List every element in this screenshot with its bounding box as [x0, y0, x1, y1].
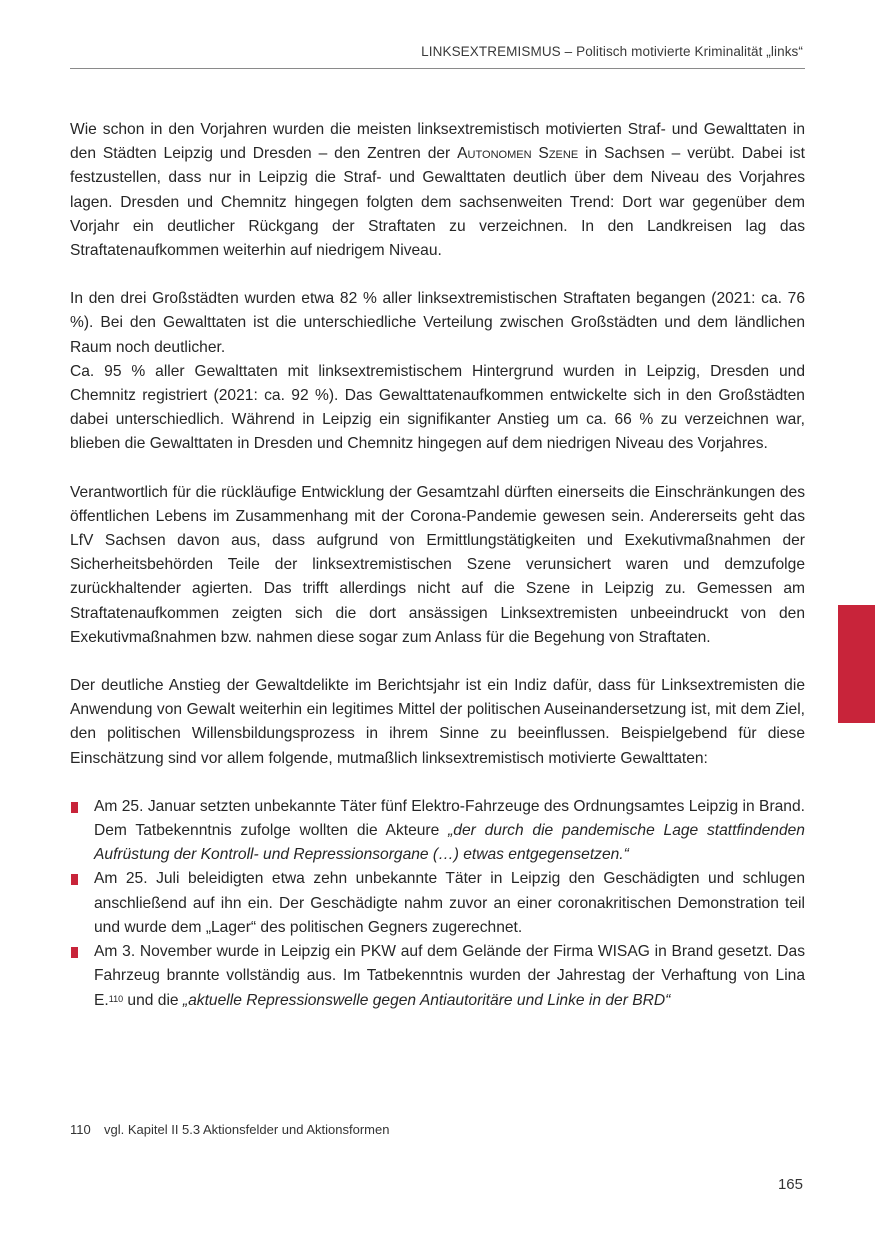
chapter-marker-tab [838, 605, 875, 723]
footnote [70, 1122, 389, 1137]
paragraph-4: Verantwortlich für die rückläufige Entwicklung der Gesamtzahl dürften einerseits die Einschränkungen des öffentlichen Lebens im Zusammenhang mit der Corona-Pandemie gewesen sein. Andererseits geht das LfV Sachsen davon aus, dass aufgrund von Ermittlungstätigkeiten und Exekutivmaßnahmen der Sicherheitsbehörden Teile der linksextremistischen Szene verunsichert waren und demzufolge zurückhaltender agierten. Das trifft allerdings nicht auf die Szene in Leipzig zu. Gemessen am Straftatenaufkommen zeigten sich die dort ansässigen Linksextremisten unbeeindruckt von den Exekutivmaßnahmen bzw. nahmen diese sogar zum Anlass für die Begehung von Straftaten. [70, 483, 805, 646]
quote: „der durch die pandemische Lage stattfindenden Aufrüstung der Kontroll- und Repressionsorgane (…) etwas entgegensetzen.“ [94, 822, 805, 864]
bullet-square-icon [71, 802, 78, 813]
paragraph-3: Ca. 95 % aller Gewalttaten mit linksextremistischem Hintergrund wurden in Leipzig, Dresden und Chemnitz registriert (2021: ca. 92 %). Das Gewalttatenaufkommen entwickelte sich in den Großstädten dabei unterschiedlich. Während in Leipzig ein signifikanter Anstieg um ca. 66 % zu verzeichnen war, blieben die Gewalttaten in Dresden und Chemnitz hingegen auf dem niedrigen Niveau des Vorjahres. [70, 362, 805, 453]
paragraph-5: Der deutliche Anstieg der Gewaltdelikte im Berichtsjahr ist ein Indiz dafür, dass für Linksextremisten die Anwendung von Gewalt weiterhin ein legitimes Mittel der politischen Auseinandersetzung ist, mit dem Ziel, den politischen Willensbildungsprozess in ihrem Sinne zu beeinflussen. Beispielgebend für diese Einschätzung sind vor allem folgende, mutmaßlich linksextremistisch motivierte Gewalttaten: [70, 677, 805, 767]
paragraph-1: Wie schon in den Vorjahren wurden die meisten linksextremistisch motivierten Straf- und Gewalttaten in den Städten Leipzig und Dresden – den Zentren der Autonomen Szene in Sachsen – verübt. Dabei ist festzustellen, dass nur in Leipzig die Straf- und Gewalttaten deutlich über dem Niveau des Vorjahres lagen. Dresden und Chemnitz hingegen folgten dem sachsenweiten Trend: Dort war gegenüber dem Vorjahr ein deutlicher Rückgang der Straftaten zu verzeichnen. In den Landkreisen lag das Straftatenaufkommen weiterhin auf niedrigem Niveau. [70, 121, 806, 260]
quote: „aktuelle Repressionswelle gegen Antiautoritäre und Linke in der BRD“ [182, 991, 671, 1009]
list-item: Am 25. Juli beleidigten etwa zehn unbekannte Täter in Leipzig den Geschädigten und schlugen anschließend auf ihn ein. Der Geschädigte nahm zuvor an einer coronakritischen Demonstration teil und wurde dem „Lager“ des politischen Gegners zugerechnet. [70, 867, 805, 940]
list-item: Am 3. November wurde in Leipzig ein PKW auf dem Gelände der Firma WISAG in Brand gesetzt. Das Fahrzeug brannte vollständig aus. Im Tatbekenntnis wurden der Jahrestag der Verhaftung von Lina E.$^{110}$ und die „aktuelle Repressionswelle gegen Antiautoritäre und Linke in der BRD“ [70, 940, 805, 1013]
footnote-number: 110 [70, 1122, 91, 1137]
bullet-square-icon [71, 874, 78, 885]
list-item: Am 25. Januar setzten unbekannte Täter fünf Elektro-Fahrzeuge des Ordnungsamtes Leipzig in Brand. Dem Tatbekenntnis zufolge wollten die Akteure „der durch die pandemische Lage stattfindenden Aufrüstung der Kontroll- und Repressionsorgane (…) etwas entgegensetzen.“ [70, 795, 805, 868]
page-number: 165 [777, 1176, 803, 1193]
footnote-reference[interactable]: 110 [108, 993, 124, 1004]
body-text [70, 118, 805, 1013]
bullet-square-icon [71, 947, 78, 958]
paragraph-2: In den drei Großstädten wurden etwa 82 % aller linksextremistischen Straftaten begangen (2021: ca. 76 %). Bei den Gewalttaten ist die unterschiedliche Verteilung zwischen Großstädten und dem ländlichen Raum noch deutlicher. [70, 290, 805, 356]
header-rule [70, 68, 805, 69]
incident-list [70, 795, 805, 1013]
footnote-text: vgl. Kapitel II 5.3 Aktionsfelder und Aktionsformen [104, 1122, 390, 1137]
running-header: LINKSEXTREMISMUS – Politisch motivierte Kriminalität „links“ [421, 44, 803, 59]
term-autonome-szene: Autonomen Szene [457, 145, 579, 163]
